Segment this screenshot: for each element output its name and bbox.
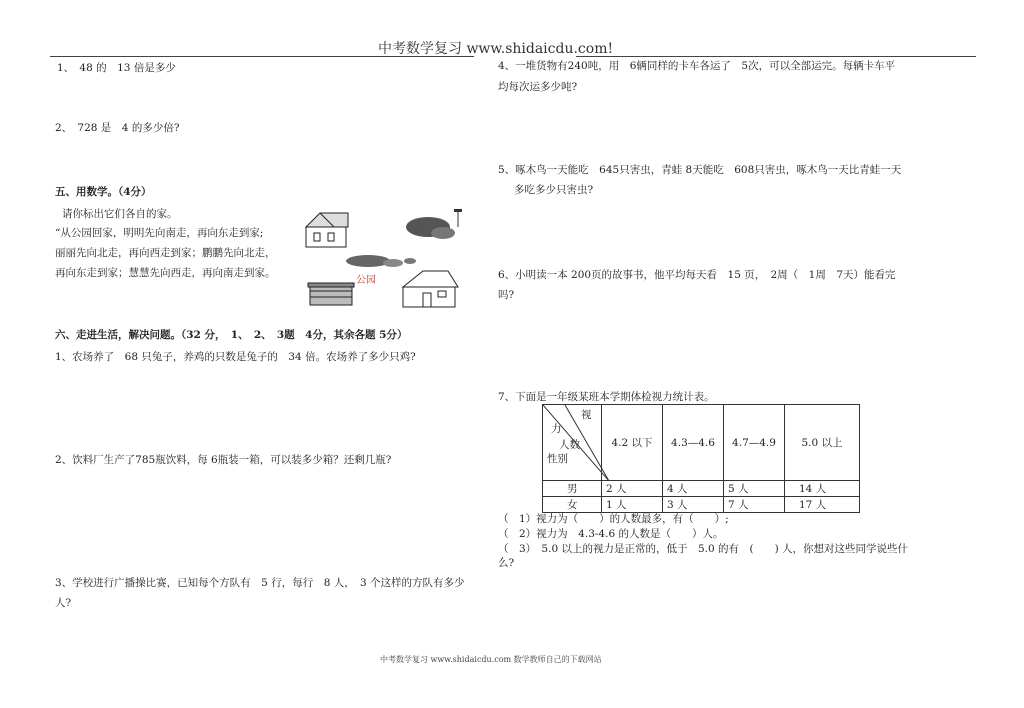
problem-5-line-2: 多吃多少只害虫? (514, 184, 594, 196)
column-header: 4.2 以下 (602, 405, 663, 481)
table-cell: 7 人 (724, 497, 785, 513)
sub-question-3-line-1: （ 3） 5.0 以上的视力是正常的，低于 5.0 的有 ( ) 人，你想对这些同学说些什 (498, 543, 909, 555)
section-5-line-3: 丽丽先向北走，再向西走到家；鹏鹏先向北走， (55, 247, 276, 259)
corner-label-vision-1: 视 (581, 409, 592, 421)
section-5-line-2: “从公园回家，明明先向南走，再向东走到家; (55, 227, 264, 239)
table-cell: 17 人 (785, 497, 860, 513)
header-rule (50, 56, 474, 57)
table-corner-cell (543, 405, 602, 481)
park-label: 公园 (356, 275, 376, 286)
column-header: 5.0 以上 (785, 405, 860, 481)
row-label: 女 (543, 497, 602, 513)
page-header-title: 中考数学复习 www.shidaicdu.com! (378, 41, 614, 57)
sub-question-2: （ 2）视力为 4.3-4.6 的人数是（ ）人。 (498, 528, 724, 540)
table-cell: 1 人 (602, 497, 663, 513)
problem-7-title: 7、下面是一年级某班本学期体检视力统计表。 (498, 391, 715, 403)
problem-2: 2、饮料厂生产了785瓶饮料，每 6瓶装一箱，可以装多少箱？还剩几瓶? (55, 454, 392, 466)
column-header: 4.3—4.6 (663, 405, 724, 481)
column-header: 4.7—4.9 (724, 405, 785, 481)
section-5-line-1: 请你标出它们各自的家。 (62, 208, 178, 220)
park-icon (346, 255, 416, 267)
page-footer: 中考数学复习 www.shidaicdu.com 数学教师自己的下载网站 (380, 655, 602, 664)
header-rule-right (576, 56, 976, 57)
table-cell: 4 人 (663, 481, 724, 497)
section-5-line-4: 再向东走到家；慧慧先向西走，再向南走到家。 (55, 267, 276, 279)
question-2: 2、 728 是 4 的多少倍? (55, 122, 180, 134)
problem-6-line-2: 吗? (498, 289, 515, 301)
house-icon (403, 271, 458, 307)
problem-6-line-1: 6、小明读一本 200页的故事书，他平均每天看 15 页， 2周（ 1周 7天）能看完 (498, 269, 896, 281)
table-cell: 5 人 (724, 481, 785, 497)
problem-4-line-2: 均每次运多少吨? (498, 81, 578, 93)
question-1: 1、 48 的 13 倍是多少 (57, 62, 176, 74)
table-cell: 3 人 (663, 497, 724, 513)
sub-question-3-line-2: 么? (498, 557, 515, 569)
tree-group-icon (406, 209, 462, 239)
table-cell: 2 人 (602, 481, 663, 497)
table-cell: 14 人 (785, 481, 860, 497)
sub-question-1: （ 1）视力为（ ）的人数最多，有（ ）; (498, 513, 729, 525)
problem-4-line-1: 4、一堆货物有240吨，用 6辆同样的卡车各运了 5次，可以全部运完。每辆卡车平 (498, 60, 896, 72)
corner-label-gender: 性别 (547, 453, 568, 465)
section-5-title: 五、用数学。（4分） (55, 186, 152, 198)
corner-label-vision-2: 力 (551, 423, 562, 435)
row-label: 男 (543, 481, 602, 497)
section-6-title: 六、走进生活，解决问题。（32 分， 1、 2、 3题 4分，其余各题 5分） (55, 329, 408, 341)
houses-map-illustration (298, 205, 473, 310)
problem-3-line-2: 人? (55, 597, 72, 609)
problem-5-line-1: 5、啄木鸟一天能吃 645只害虫，青蛙 8天能吃 608只害虫，啄木鸟一天比青蛙一天 (498, 164, 902, 176)
vision-stats-table (542, 404, 860, 513)
problem-3-line-1: 3、学校进行广播操比赛，已知每个方队有 5 行，每行 8 人， 3 个这样的方队有多少 (55, 577, 465, 589)
corner-label-count: 人数 (559, 439, 580, 451)
house-icon (308, 283, 354, 305)
problem-1: 1、农场养了 68 只兔子，养鸡的只数是兔子的 34 倍。农场养了多少只鸡? (55, 351, 416, 363)
house-icon (306, 213, 348, 247)
